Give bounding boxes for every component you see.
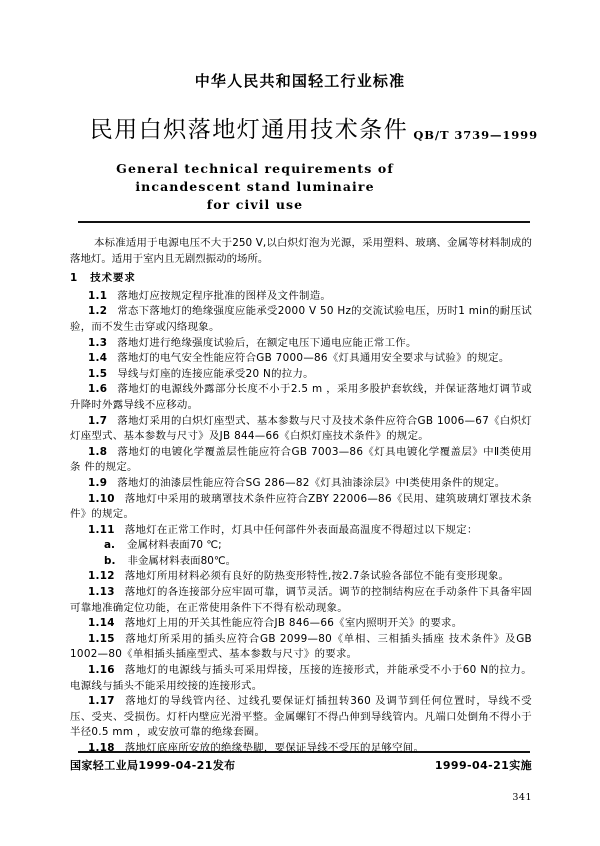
clause-number: 1.17 [88, 695, 115, 708]
clause-1-6 [70, 382, 532, 413]
clause-number: 1.9 [88, 476, 108, 489]
clause-text: 落地灯的各连接部分应牢固可靠，调节灵活。调节的控制结构应在手动条件下具备牢固可靠地准确定位功能，在正常使用条件下不得有松动现象。 [70, 586, 532, 614]
clause-number: 1.3 [88, 336, 108, 349]
english-title-line-1: General technical requirements of [116, 160, 394, 176]
clause-text: 落地灯中采用的玻璃罩技术条件应符合ZBY 22006—86《民用、建筑玻璃灯罩技术条件》的规定。 [70, 492, 532, 521]
subitem-text: 非金属材料表面80℃。 [127, 554, 237, 567]
header-divider-rule [78, 221, 530, 223]
clause-text: 落地灯所采用的插头应符合GB 2099—80《单相、三相插头插座 技术条件》及GB 1002—80《单相插头插座型式、基本参数与尺寸》的要求。 [70, 632, 532, 661]
title-row [0, 116, 600, 150]
clause-1-16 [70, 663, 532, 694]
clause-1-10 [70, 492, 532, 523]
clause-number: 1.4 [88, 352, 108, 365]
scope-paragraph: 本标准适用于电源电压不大于250 V,以白炽灯泡为光源，采用塑料、玻璃、金属等材料制成的落地灯。适用于室内且无剧烈振动的场所。 [70, 237, 532, 265]
document-masthead [0, 72, 600, 214]
clause-number: 1.11 [88, 523, 115, 536]
clause-1-4 [70, 351, 532, 367]
clause-number: 1.14 [88, 617, 115, 630]
clause-1-11-item-a [70, 538, 532, 554]
clause-text: 落地灯在正常工作时，灯具中任何部件外表面最高温度不得超过以下规定： [124, 523, 478, 536]
clause-number: 1.5 [88, 367, 108, 380]
clause-text: 落地灯底座所安放的绝缘垫脚，要保证导线不受压的足够空间。 [124, 742, 425, 754]
clause-text: 落地灯应按规定程序批准的图样及文件制造。 [117, 289, 332, 302]
clause-text: 落地灯进行绝缘强度试验后，在额定电压下通电应能正常工作。 [117, 336, 417, 349]
clause-number: 1.12 [88, 570, 115, 583]
clause-number: 1.15 [88, 632, 115, 645]
clause-number: 1.6 [88, 383, 108, 396]
clause-1-3 [70, 336, 532, 352]
issuing-body-heading: 中华人民共和国轻工行业标准 [194, 72, 406, 90]
clause-number: 1.18 [88, 742, 115, 754]
clause-text: 落地灯所用材料必须有良好的防热变形特性,按2.7条试验各部位不能有变形现象。 [124, 570, 510, 583]
page-title: 民用白炽落地灯通用技术条件 [89, 116, 409, 143]
clause-number: 1.2 [88, 305, 108, 318]
effective-statement: 1999-04-21实施 [434, 759, 532, 772]
document-footer [70, 757, 532, 773]
clause-1-12 [70, 569, 532, 585]
page-number: 341 [512, 792, 532, 803]
clause-text: 落地灯的电镀化学覆盖层性能应符合GB 7003—86《灯具电镀化学覆盖层》中Ⅱ类使用条 件的规定。 [70, 445, 532, 474]
clause-1-11 [70, 523, 532, 539]
clause-1-11-item-b [70, 554, 532, 570]
standard-number: QB/T 3739—1999 [413, 127, 538, 142]
clause-1-17 [70, 694, 532, 741]
clause-number: 1.16 [88, 664, 115, 677]
document-body [70, 236, 532, 757]
clause-number: 1.8 [88, 445, 108, 458]
section-title: 技术要求 [90, 272, 136, 285]
clause-1-8 [70, 445, 532, 476]
clause-text: 落地灯的电气安全性能应符合GB 7000—86《灯具通用安全要求与试验》的规定。 [117, 352, 510, 365]
clause-text: 落地灯上用的开关其性能应符合JB 846—66《室内照明开关》的要求。 [124, 617, 463, 630]
section-number: 1 [70, 272, 79, 285]
clause-1-14 [70, 616, 532, 632]
clause-1-13 [70, 585, 532, 616]
clause-number: 1.10 [88, 492, 115, 505]
section-heading-1 [70, 271, 532, 287]
clause-1-5 [70, 367, 532, 383]
english-title-line-2: incandescent stand luminaire [135, 178, 375, 194]
clause-number: 1.7 [88, 414, 108, 427]
subitem-marker: a. [104, 539, 116, 552]
clause-text: 落地灯的电源线外露部分长度不小于2.5 m ，采用多股护套软线，并保证落地灯调节或升降时外露导线不应移动。 [70, 383, 532, 411]
clause-1-15 [70, 632, 532, 663]
clause-number: 1.1 [88, 289, 108, 302]
clause-text: 导线与灯座的连接应能承受20 N的拉力。 [117, 367, 314, 380]
issue-statement: 国家轻工业局1999-04-21发布 [70, 759, 236, 772]
clause-text: 落地灯的导线管内径、过线孔要保证灯插扭转360 及调节到任何位置时，导线不受压、受夹、受损伤。灯杆内壁应光滑平整。金属螺钉不得凸伸到导线管内。凡端口处倒角不得小于半径0.5 mm ，或安放可靠的绝缘套圈。 [70, 695, 532, 739]
clause-text: 落地灯的电源线与插头可采用焊接，压接的连接形式，并能承受不小于60 N的拉力。电源线与插头不能采用绞接的连接形式。 [70, 664, 532, 692]
english-title-line-3: for civil use [206, 196, 304, 212]
clause-1-9 [70, 476, 532, 492]
clause-text: 落地灯的油漆层性能应符合SG 286—82《灯具油漆涂层》中Ⅰ类使用条件的规定。 [117, 476, 506, 489]
clause-text: 常态下落地灯的绝缘强度应能承受2000 V 50 Hz的交流试验电压，历时1 min的耐压试验，而不发生击穿或闪络现象。 [70, 305, 532, 333]
subitem-text: 金属材料表面70 ℃; [127, 539, 222, 552]
clause-1-2 [70, 304, 532, 335]
clause-number: 1.13 [88, 586, 115, 599]
clause-1-18 [70, 741, 532, 757]
clause-1-7 [70, 414, 532, 445]
subitem-marker: b. [104, 554, 116, 567]
clause-text: 落地灯采用的白炽灯座型式、基本参数与尺寸及技术条件应符合GB 1006—67《白炽灯 灯座型式、基本参数与尺寸》及JB 844—66《白炽灯座技术条件》的规定。 [70, 414, 532, 443]
english-title [0, 160, 600, 214]
clause-1-1 [70, 289, 532, 305]
